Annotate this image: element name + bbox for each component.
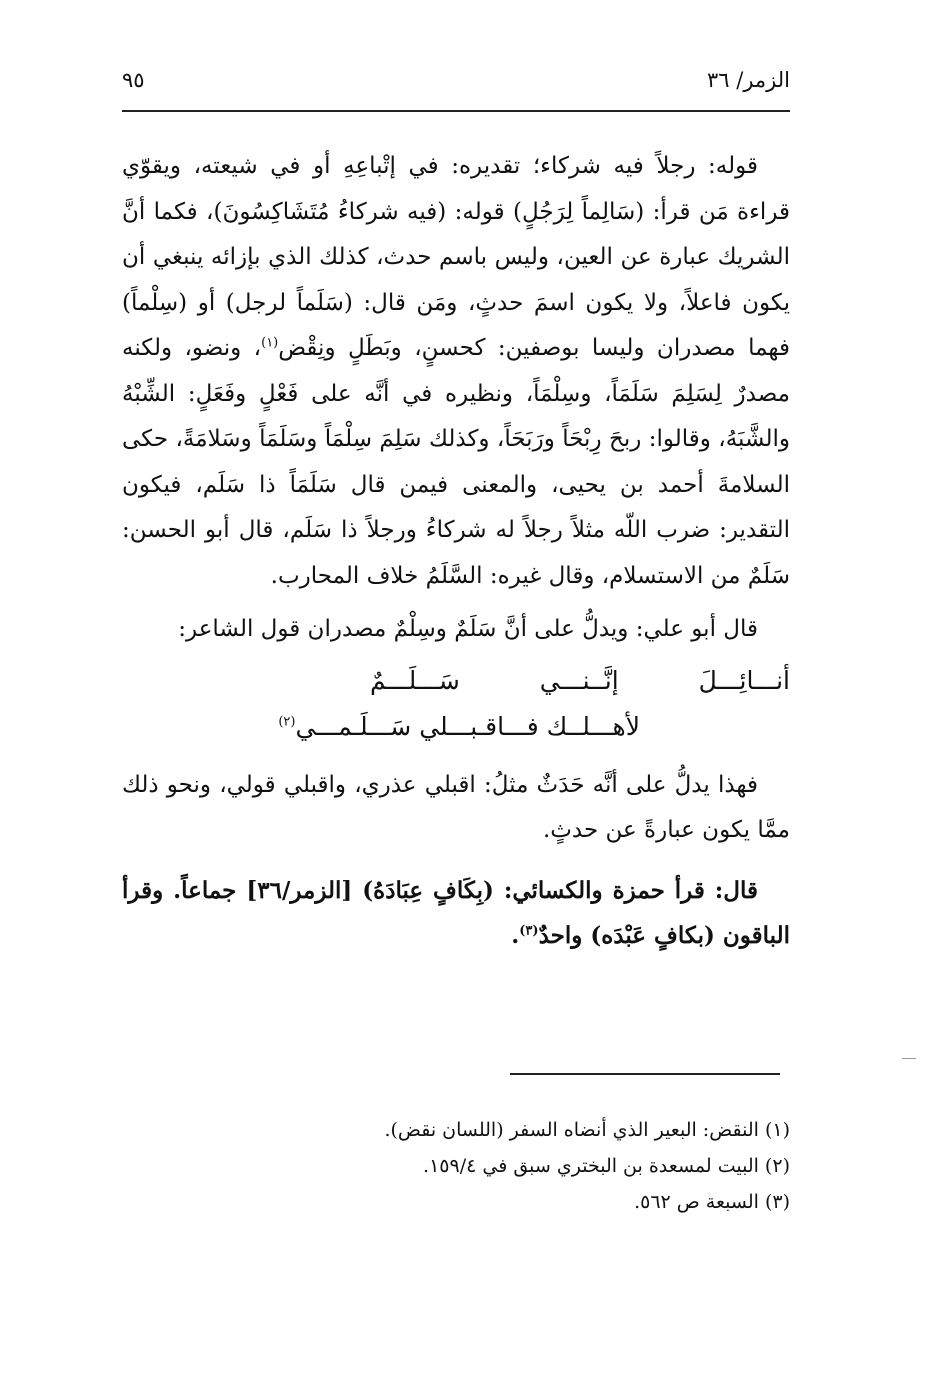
footnote-ref-1[interactable]: (١) <box>261 335 279 351</box>
paragraph-4-end: . <box>511 922 520 949</box>
paragraph-1-text: قوله: رجلاً فيه شركاء؛ تقديره: في إتْباعِهِ أو في شيعته، ويقوّي قراءة مَن قرأ: (سَالِماً لِرَجُلٍ) قوله: (فيه شركاءُ مُتَشَاكِسُونَ)، فكما أنَّ الشريك عبارة عن العين، وليس باسم حدث، كذلك الذي بإزائه ينبغي أن يكون فاعلاً، ولا يكون اسمَ حدثٍ، ومَن قال: (سَلَماً لرجل) أو (سِلْماً) فهما مصدران وليسا بوصفين: كحسنٍ، وبَطَلٍ ونِقْض <box>122 153 790 361</box>
footnote-ref-2[interactable]: (٢) <box>278 714 296 730</box>
verse-word-1: أنـــائِـــلَ <box>698 665 790 695</box>
paragraph-2: قال أبو علي: ويدلُّ على أنَّ سَلَمٌ وسِلْمٌ مصدران قول الشاعر: <box>178 616 758 642</box>
page-header <box>122 62 790 102</box>
verse-second-hemistich <box>120 705 790 749</box>
main-text <box>122 144 790 959</box>
running-title: الزمر/ ٣٦ <box>707 68 790 92</box>
verse-word-2: إنَّــنـــي <box>539 665 619 695</box>
header-divider <box>122 110 790 112</box>
paragraph-1-continuation: ، ونضو، ولكنه مصدرٌ لِسَلِمَ سَلَمَاً، وسِلْمَاً، ونظيره في أنَّه على فَعْلٍ وفَعَلٍ: الشِّبْهُ والشَّبَهُ، وقالوا: ربحَ رِبْحَاً ورَبَحَاً، وكذلك سَلِمَ سِلْمَاً وسَلَمَاً وسَلامَةً، حكى السلامةَ أحمد بن يحيى، والمعنى فيمن قال سَلَمَاً ذا سَلَم، فيكون التقدير: ضرب اللّه مثلاً رجلاً له شركاءُ ورجلاً ذا سَلَم، قال أبو الحسن: سَلَمٌ من الاستسلام، وقال غيره: السَّلَمُ خلاف المحارب. <box>122 335 790 589</box>
footnote-divider <box>510 1073 780 1075</box>
verse-first-hemistich <box>370 657 790 705</box>
footnote-1: (١) النقض: البعير الذي أنضاه السفر (اللسان نقض). <box>384 1119 790 1141</box>
paragraph-4-text: قال: قرأ حمزة والكسائي: (بِكَافٍ عِبَادَهُ) [الزمر/٣٦] جماعاً. وقرأ الباقون (بكافٍ عَبْدَه) واحدٌ <box>122 876 790 949</box>
poetry-verse <box>122 657 790 749</box>
paragraph-3: فهذا يدلُّ على أنَّه حَدَثٌ مثلُ: اقبلي عذري، واقبلي قولي، ونحو ذلك ممَّا يكون عبارةً عن حدثٍ. <box>122 771 790 843</box>
footnote-ref-3[interactable]: (٣) <box>519 923 539 939</box>
footnote-2: (٢) البيت لمسعدة بن البختري سبق في ١٥٩/٤. <box>423 1155 790 1177</box>
page-number: ٩٥ <box>122 68 145 92</box>
footnotes <box>122 1112 790 1220</box>
footnote-3: (٣) السبعة ص ٥٦٢. <box>634 1191 790 1213</box>
verse-word-3: سَـــلَـــمٌ <box>370 665 460 695</box>
verse-line-2: لأهـــلــك فـــاقـبـــلي سَـــلَـمـــي <box>295 711 640 741</box>
paragraph-4 <box>122 868 790 959</box>
margin-mark <box>902 1058 916 1059</box>
paragraph-1 <box>122 144 790 599</box>
